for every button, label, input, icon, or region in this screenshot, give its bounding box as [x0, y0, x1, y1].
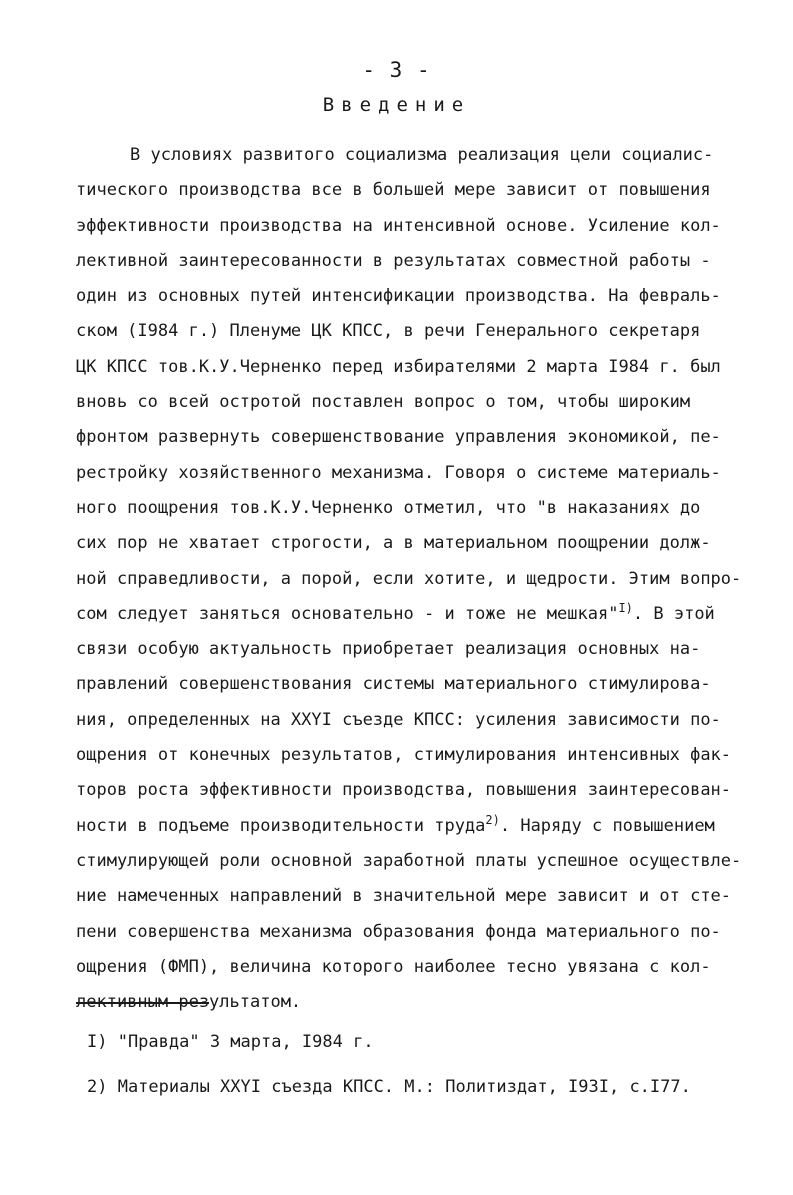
text-line: эффективности производства на интенсивной основе. Усиление кол-	[76, 215, 721, 236]
page-number: - 3 -	[362, 58, 431, 82]
footnote-ref-1: I)	[618, 600, 633, 615]
text-line-with-footnote-2	[76, 809, 766, 844]
text-line: фронтом развернуть совершенствование управления экономикой, пе-	[76, 427, 721, 448]
text-line: один из основных путей интенсификации производства. На февраль-	[76, 286, 721, 307]
text-line: ском (I984 г.) Пленуме ЦК КПСС, в речи Генерального секретаря	[76, 321, 701, 342]
text-fragment: . Наряду с повышением	[499, 815, 715, 836]
text-line: ощрения от конечных результатов, стимулирования интенсивных фак-	[76, 745, 732, 766]
text-line: торов роста эффективности производства, повышения заинтересован-	[76, 780, 732, 801]
text-line-with-footnote-1	[76, 597, 766, 632]
footnote-divider	[76, 1002, 209, 1004]
body-text	[76, 138, 766, 1020]
text-line: ния, определенных на XXYI съезде КПСС: усиления зависимости по-	[76, 709, 721, 730]
footnotes	[87, 1020, 767, 1110]
text-fragment: . В этой	[632, 603, 715, 624]
footnote-1: I) "Правда" 3 марта, I984 г.	[87, 1032, 374, 1052]
text-line: правлений совершенствования системы материального стимулирова-	[76, 674, 711, 695]
text-line: В условиях развитого социализма реализация цели социалис-	[130, 145, 714, 165]
text-line: пени совершенства механизма образования фонда материального по-	[76, 921, 721, 942]
text-line: рестройку хозяйственного механизма. Говоря о системе материаль-	[76, 462, 721, 483]
text-line: вновь со всей остротой поставлен вопрос о том, чтобы широким	[76, 392, 691, 413]
text-fragment: сом следует заняться основательно - и тоже не мешкая"	[76, 603, 619, 624]
text-line: лективным результатом.	[76, 992, 302, 1013]
text-line: тического производства все в большей мере зависит от повышения	[76, 180, 711, 201]
text-line: ного поощрения тов.К.У.Черненко отметил, что "в наказаниях до	[76, 497, 701, 518]
text-fragment: ности в подъеме производительности труда	[76, 815, 486, 836]
text-line: ной справедливости, а порой, если хотите, и щедрости. Этим вопро-	[76, 568, 742, 589]
text-line: ощрения (ФМП), величина которого наиболее тесно увязана с кол-	[76, 956, 711, 977]
text-line: ЦК КПСС тов.К.У.Черненко перед избирателями 2 марта I984 г. был	[76, 356, 721, 377]
text-line: сих пор не хватает строгости, а в материальном поощрении долж-	[76, 533, 711, 554]
text-line: лективной заинтересованности в результатах совместной работы -	[76, 250, 711, 271]
footnote-ref-2: 2)	[485, 812, 500, 827]
section-heading: Введение	[322, 94, 471, 116]
footnote-2: 2) Материалы XXYI съезда КПСС. М.: Политиздат, I93I, с.I77.	[87, 1077, 691, 1097]
text-line: стимулирующей роли основной заработной платы успешное осуществле-	[76, 850, 742, 871]
text-line: связи особую актуальность приобретает реализация основных на-	[76, 639, 701, 660]
text-line: ние намеченных направлений в значительной мере зависит и от сте-	[76, 886, 732, 907]
